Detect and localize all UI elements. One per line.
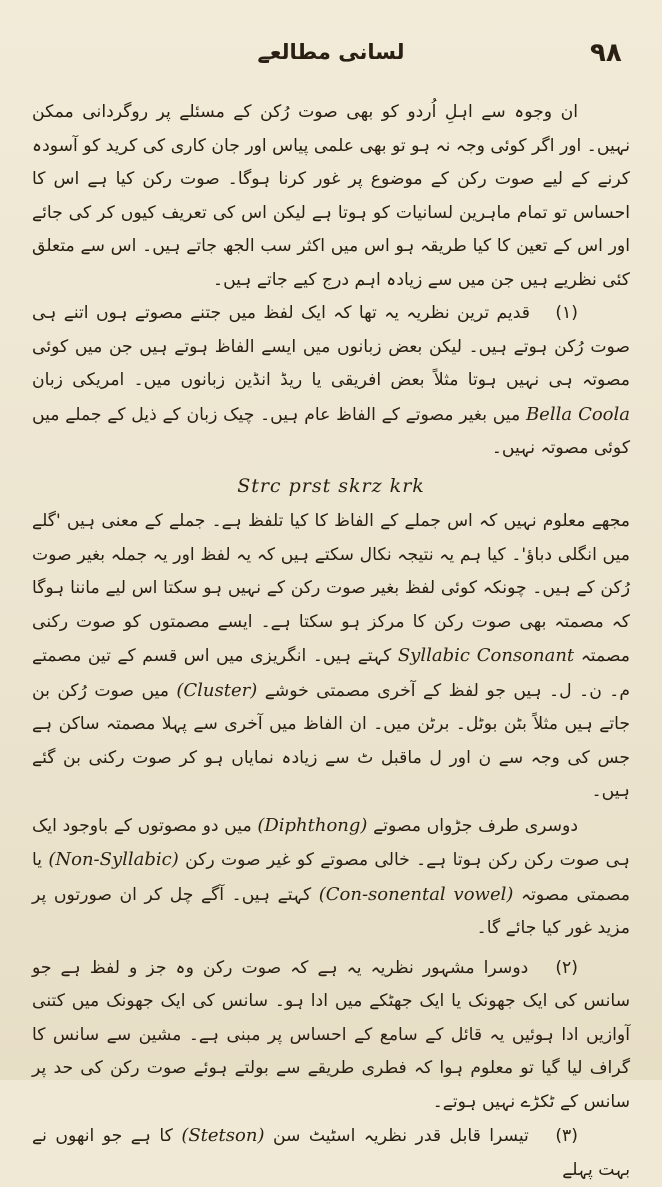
running-title: لسانی مطالعے [257, 40, 405, 64]
paragraph-3 [32, 505, 630, 809]
paragraph-3-text-b: کہتے ہیں۔ انگریزی میں اس قسم کے تین مصمتے م۔ ن۔ ل۔ ہیں جو لفظ کے آخری مصمتی خوشے [32, 646, 630, 701]
latin-term: Bella Coola [525, 403, 631, 425]
latin-term: (Cluster) [176, 679, 258, 701]
paragraph-2-text-b: میں بغیر مصوتے کے الفاظ عام ہیں۔ چیک زبان کے ذیل کے جملے میں کوئی مصوتہ نہیں۔ [32, 404, 630, 458]
example-sentence: Strc prst skrz krk [237, 474, 425, 497]
paragraph-4-text-b: میں دو مصوتوں کے باوجود ایک ہی صوت رکن رکن ہوتا ہے۔ خالی مصوتے کو غیر صوت رکن [32, 815, 631, 870]
item-number: (۳) [555, 1126, 578, 1146]
paragraph-1: ان وجوہ سے اہلِ اُردو کو بھی صوت رُکن کے مسئلے پر روگردانی ممکن نہیں۔ اور اگر کوئی وجہ نہ ہو تو بھی علمی پیاس اور جان کاری کی کرید کو آسودہ کرنے کے لیے صوت رکن کے موضوع پر غور کرنا ہوگا۔ صوت رکن کیا ہے اس کا احساس تو تمام ماہرین لسانیات کو ہوتا ہے لیکن اس کی تعریف کیوں کر کی جائے اور اس کے تعین کا کیا طریقہ ہو اس میں اکثر سب الجھ جاتے ہیں۔ اس سے متعلق کئی نظریے ہیں جن میں سے زیادہ اہم درج کیے جاتے ہیں۔ [32, 102, 630, 290]
paragraph-6-text-b: کا ہے جو انھوں نے بہت پہلے [32, 1126, 630, 1180]
paragraph-3-text-c: میں صوت رُکن بن جاتے ہیں مثلاً بٹن بوٹل۔ برٹن میں۔ ان الفاظ میں آخری سے پہلا مصمتہ ساکن ہے جس کی وجہ سے ن اور ل ماقبل ٹ سے زیادہ نمایاں ہو کر صوت رکنی بن گئے ہیں۔ [32, 680, 630, 801]
paragraph-6-text-a: تیسرا قابل قدر نظریہ اسٹیٹ سن [272, 1126, 529, 1146]
paragraph-2-text-a: قدیم ترین نظریہ یہ تھا کہ ایک لفظ میں جتنے مصوتے ہوں اتنے ہی صوت رُکن ہوتے ہیں۔ لیکن بعض زبانوں میں ایسے الفاظ ہوتے ہیں جن میں کوئی مصوتہ ہی نہیں ہوتا مثلاً بعض افریقی یا ریڈ انڈین زبانوں میں۔ امریکی زبان [32, 303, 630, 390]
paragraph-4-text-a: دوسری طرف جڑواں مصوتے [373, 815, 578, 836]
paragraph-6 [32, 1119, 630, 1187]
latin-term: (Con-sonental vowel) [318, 883, 514, 905]
item-number: (۲) [555, 957, 578, 978]
paragraph-5-text: دوسرا مشہور نظریہ یہ ہے کہ صوت رکن وہ جز و لفظ ہے جو سانس کی ایک جھونک یا ایک جھٹکے میں ادا ہو۔ سانس کی ایک جھونک میں کتنی آوازیں ادا ہوئیں یہ قائل کے سامع کے احساس پر مبنی ہے۔ مشین سے سانس کا گراف لیا گیا تو معلوم ہوا کہ فطری طریقے سے بولتے ہوئے صوت رکن کی حد پر سانس کے ٹکڑے نہیں ہوتے۔ [32, 957, 630, 1112]
page-number: ۹۸ [590, 38, 622, 68]
item-number: (۱) [555, 303, 578, 323]
page-body [32, 96, 630, 1187]
paragraph-4-text-d: کہتے ہیں۔ آگے چل کر ان صورتوں پر مزید غور کیا جائے گا۔ [32, 884, 630, 938]
paragraph-3-text-a: مجھے معلوم نہیں کہ اس جملے کے الفاظ کا کیا تلفظ ہے۔ جملے کے معنی ہیں 'گلے میں انگلی دباؤ'۔ کیا ہم یہ نتیجہ نکال سکتے ہیں کہ یہ لفظ اور یہ جملہ بغیر صوت رُکن کے ہیں۔ چونکہ کوئی لفظ بغیر صوت رکن کے نہیں ہو سکتا اس لیے ماننا ہوگا کہ مصمتہ بھی صوت رکن کا مرکز ہو سکتا ہے۔ ایسے مصمتوں کو صوت رکنی مصمتہ [32, 511, 631, 666]
paragraph-5 [32, 952, 630, 1120]
latin-term: (Diphthong) [257, 814, 368, 836]
paragraph-4 [32, 809, 630, 946]
latin-term: Syllabic Consonant [397, 645, 575, 666]
page-header [30, 38, 632, 74]
paragraph-2 [32, 297, 630, 466]
latin-term: (Non-Syllabic) [48, 849, 179, 870]
paragraph-4-text-c: یا مصمتی مصوتہ [32, 850, 630, 905]
latin-term: (Stetson) [181, 1125, 265, 1146]
